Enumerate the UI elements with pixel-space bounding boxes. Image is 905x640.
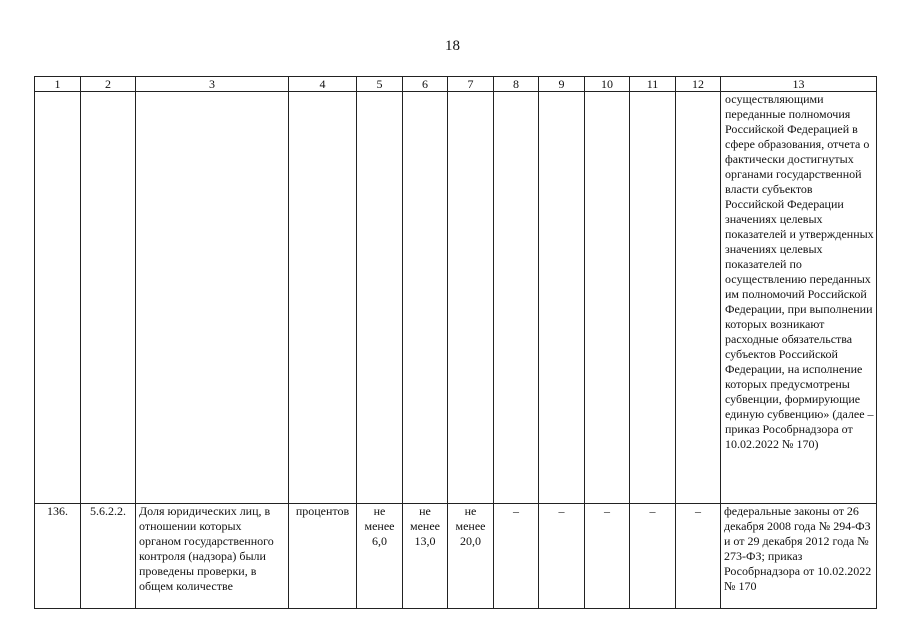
indicator-table <box>34 76 877 609</box>
empty-cell <box>448 92 494 504</box>
empty-cell <box>676 92 721 504</box>
column-number-row <box>35 77 877 92</box>
column-header: 9 <box>539 77 585 92</box>
indicator-code-cell: 5.6.2.2. <box>81 504 136 609</box>
column-header: 2 <box>81 77 136 92</box>
empty-cell <box>357 92 403 504</box>
value-cell: не менее 6,0 <box>357 504 403 609</box>
empty-cell <box>81 92 136 504</box>
value-cell: – <box>676 504 721 609</box>
value-cell: не менее 20,0 <box>448 504 494 609</box>
column-header: 10 <box>585 77 630 92</box>
source-cell: осуществляющими переданные полномочия Российской Федерацией в сфере образования, отчета о фактически достигнутых органами государственной власти субъектов Российской Федерации значениях целевых показателей и утвержденных значениях целевых показателей по осуществлению переданных им полномочий Российской Федерации, при выполнении которых возникают расходные обязательства субъектов Российской Федерации, на исполнение которых предусмотрены субвенции, формирующие единую субвенцию» (далее – приказ Рособрнадзора от 10.02.2022 № 170) <box>721 92 877 504</box>
column-header: 13 <box>721 77 877 92</box>
value-cell: не менее 13,0 <box>403 504 448 609</box>
column-header: 6 <box>403 77 448 92</box>
column-header: 3 <box>136 77 289 92</box>
table-row <box>35 92 877 504</box>
empty-cell <box>289 92 357 504</box>
value-cell: – <box>585 504 630 609</box>
column-header: 4 <box>289 77 357 92</box>
page-number: 18 <box>445 38 460 54</box>
row-number-cell: 136. <box>35 504 81 609</box>
column-header: 7 <box>448 77 494 92</box>
table-row <box>35 504 877 609</box>
empty-cell <box>585 92 630 504</box>
source-cell: федеральные законы от 26 декабря 2008 года № 294-ФЗ и от 29 декабря 2012 года № 273-ФЗ; приказ Рособрнадзора от 10.02.2022 № 170 <box>721 504 877 609</box>
value-cell: – <box>630 504 676 609</box>
empty-cell <box>136 92 289 504</box>
value-cell: – <box>494 504 539 609</box>
column-header: 11 <box>630 77 676 92</box>
empty-cell <box>403 92 448 504</box>
column-header: 8 <box>494 77 539 92</box>
column-header: 1 <box>35 77 81 92</box>
empty-cell <box>630 92 676 504</box>
empty-cell <box>539 92 585 504</box>
empty-cell <box>35 92 81 504</box>
empty-cell <box>494 92 539 504</box>
column-header: 5 <box>357 77 403 92</box>
value-cell: – <box>539 504 585 609</box>
indicator-name-cell: Доля юридических лиц, в отношении которых органом государственного контроля (надзора) были проведены проверки, в общем количестве <box>136 504 289 609</box>
unit-cell: процентов <box>289 504 357 609</box>
column-header: 12 <box>676 77 721 92</box>
